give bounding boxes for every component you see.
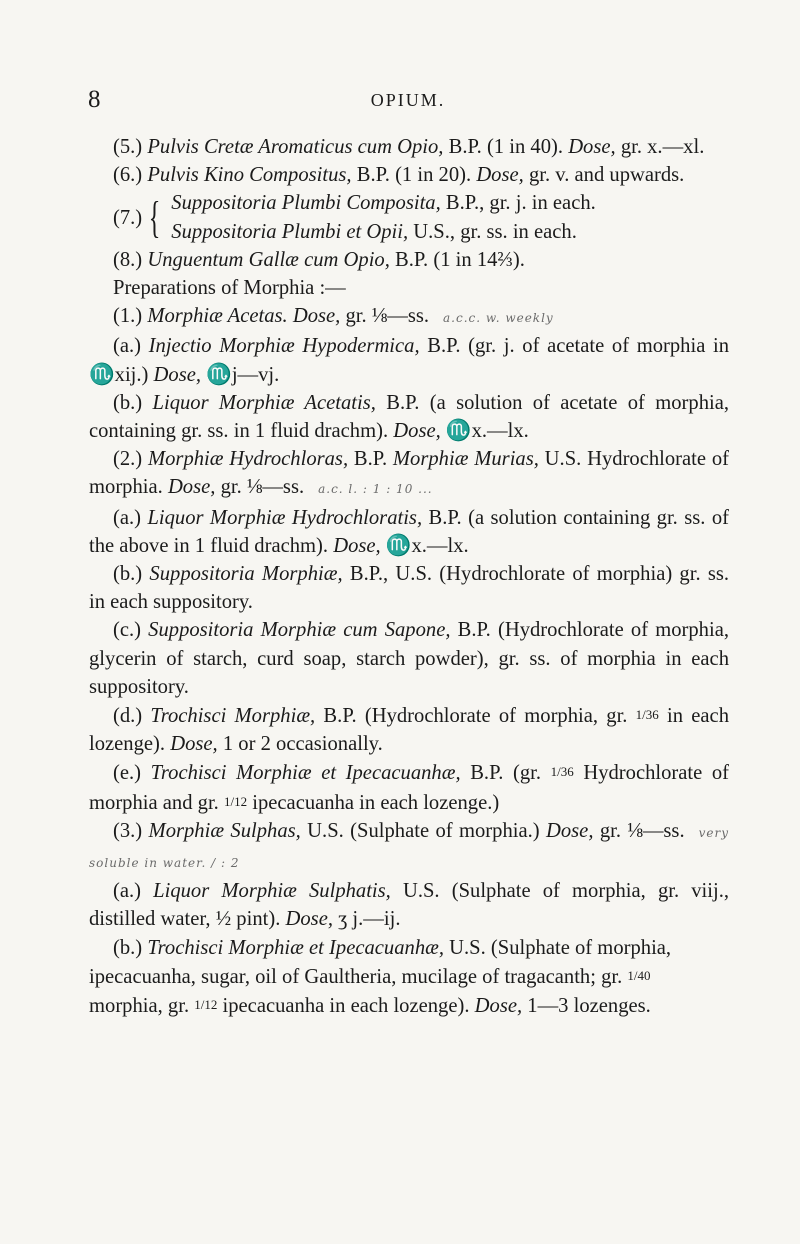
morphia-2c xyxy=(89,616,729,701)
preparation-name: Morphiæ Hydrochloras, xyxy=(147,448,349,471)
preparation-name: Morphiæ Acetas. xyxy=(147,305,288,328)
page-header xyxy=(88,86,728,116)
preparation-name: Unguentum Gallæ cum Opio, xyxy=(147,248,390,271)
dose-text: ʒ j.—ij. xyxy=(333,908,401,931)
entry-text: B.P. (gr. xyxy=(460,762,551,785)
dose-label: Dose, xyxy=(476,164,524,187)
entry-text: U.S. (Sulphate of morphia, gr. viij., distilled water, ½ pint). xyxy=(89,880,729,931)
entry-number: (b.) xyxy=(113,391,143,414)
preparation-name: Liquor Morphiæ Acetatis, xyxy=(152,391,376,414)
entry-text: B.P. (gr. j. of acetate of morphia in ♏xij.) xyxy=(89,335,730,386)
page-number: 8 xyxy=(88,86,101,113)
morphia-2e xyxy=(89,758,729,816)
entry-number: (e.) xyxy=(113,762,142,785)
dose-label: Dose, xyxy=(333,534,381,557)
dose-label: Dose, xyxy=(285,908,333,931)
morphia-1b xyxy=(89,389,729,445)
morphia-3b xyxy=(89,934,729,1021)
morphia-2a xyxy=(89,504,729,560)
morphia-2b xyxy=(89,560,729,616)
entry-text: ipecacuanha in each lozenge.) xyxy=(247,791,500,814)
dose-label: Dose, xyxy=(568,136,616,158)
entry-6 xyxy=(89,161,729,189)
morphia-1 xyxy=(89,302,729,332)
page-body xyxy=(89,133,729,1020)
preparation-name: Suppositoria Morphiæ, xyxy=(149,563,343,586)
fraction: 1/36 xyxy=(635,707,659,723)
fraction: 1/12 xyxy=(223,793,248,809)
dose-text: 1 or 2 occasionally. xyxy=(217,733,383,756)
dose-text: gr. ⅛—ss. xyxy=(215,476,305,499)
entry-text: B.P. xyxy=(348,448,393,471)
preparation-name: Pulvis Cretæ Aromaticus cum Opio, xyxy=(147,136,444,158)
entry-text: U.S. Hydrochlorate of morphia. xyxy=(89,448,729,499)
preparation-name: Injectio Morphiæ Hypodermica, xyxy=(148,335,420,358)
entry-number: (2.) xyxy=(113,448,143,471)
preparation-name: Trochisci Morphiæ et Ipecacuanhæ, xyxy=(147,936,444,959)
entry-text: U.S. (Sulphate of morphia, ipecacuanha, sugar, oil of Gaultheria, mucilage of tragacanth; gr. xyxy=(89,936,672,988)
entry-number: (7.) xyxy=(113,206,143,229)
entry-number: (a.) xyxy=(113,880,142,903)
entry-number: (b.) xyxy=(113,936,143,959)
preparation-name: Suppositoria Plumbi Composita, xyxy=(171,192,441,215)
entry-number: (6.) xyxy=(113,164,143,187)
entry-text: B.P., U.S. (Hydrochlorate of morphia) gr. ss. in each suppository. xyxy=(89,563,730,614)
handwritten-note: very soluble in water. / : 2 xyxy=(89,825,730,871)
entry-text: U.S. (Sulphate of morphia.) xyxy=(300,819,540,842)
dose-text: gr. ⅛—ss. xyxy=(593,819,685,842)
preparation-name: Morphiæ Murias, xyxy=(392,448,539,471)
dose-text: gr. v. and upwards. xyxy=(523,164,685,187)
dose-label: Dose, xyxy=(393,420,441,443)
morphia-3 xyxy=(89,817,729,877)
entry-text: B.P. (Hydrochlorate of morphia, glycerin of starch, curd soap, starch powder), gr. ss. of morphia in each suppository. xyxy=(89,619,729,698)
entry-number: (b.) xyxy=(113,563,143,586)
preparation-name: Pulvis Kino Compositus, xyxy=(147,164,352,187)
dose-text: 1—3 lozenges. xyxy=(522,995,651,1018)
entry-number: (8.) xyxy=(113,248,143,271)
preparation-name: Liquor Morphiæ Hydrochloratis, xyxy=(147,506,423,529)
entry-number: (c.) xyxy=(113,619,142,642)
handwritten-note: a.c. l. : 1 : 10 ... xyxy=(318,482,433,497)
running-title: OPIUM. xyxy=(370,90,446,110)
entry-text: morphia, gr. xyxy=(89,995,195,1018)
fraction: 1/12 xyxy=(194,997,218,1013)
entry-5 xyxy=(89,133,729,161)
dose-label: Dose, xyxy=(546,819,594,842)
handwritten-note: a.c.c. w. weekly xyxy=(443,311,554,326)
entry-text: B.P., gr. j. in each. xyxy=(440,192,596,215)
preparation-name: Morphiæ Sulphas, xyxy=(148,819,301,842)
entry-text: B.P. (a solution containing gr. ss. of the above in 1 fluid drachm). xyxy=(89,506,729,557)
dose-label: Dose, xyxy=(292,305,341,328)
dose-label: Dose, xyxy=(153,363,202,386)
entry-number: (d.) xyxy=(113,705,143,728)
entry-text: B.P. (1 in 14⅔). xyxy=(389,248,525,271)
morphia-2 xyxy=(89,445,729,503)
brace-symbol: { xyxy=(148,192,161,242)
dose-text: ♏x.—lx. xyxy=(440,420,529,443)
dose-label: Dose, xyxy=(474,995,523,1018)
entry-text: B.P. (1 in 40). xyxy=(443,136,564,158)
fraction: 1/40 xyxy=(627,967,651,983)
morphia-heading: Preparations of Morphia :— xyxy=(113,277,346,300)
entry-8 xyxy=(89,246,729,274)
preparation-name: Suppositoria Morphiæ cum Sapone, xyxy=(148,619,451,642)
preparation-name: Liquor Morphiæ Sulphatis, xyxy=(153,880,391,903)
dose-text: gr. x.—xl. xyxy=(615,136,705,158)
preparation-name: Trochisci Morphiæ, xyxy=(150,705,316,728)
preparation-name: Suppositoria Plumbi et Opii, xyxy=(171,220,409,243)
entry-number: (3.) xyxy=(113,819,143,842)
entry-number: (a.) xyxy=(113,335,142,358)
fraction: 1/36 xyxy=(550,764,574,780)
entry-number: (1.) xyxy=(113,305,143,328)
entry-text: ipecacuanha in each lozenge). xyxy=(217,995,470,1018)
entry-7-line-2 xyxy=(171,218,595,246)
morphia-3a xyxy=(89,877,729,933)
entry-text: B.P. (a solution of acetate of morphia, containing gr. ss. in 1 fluid drachm). xyxy=(89,391,729,443)
entry-number: (5.) xyxy=(113,136,143,158)
dose-label: Dose, xyxy=(170,733,218,756)
entry-text: B.P. (1 in 20). xyxy=(351,164,472,187)
entry-number: (a.) xyxy=(113,506,142,529)
entry-text: U.S., gr. ss. in each. xyxy=(408,220,577,243)
preparation-name: Trochisci Morphiæ et Ipecacuanhæ, xyxy=(150,762,461,785)
dose-text: ♏x.—lx. xyxy=(380,534,469,557)
brace-lines xyxy=(171,189,595,245)
entry-text: B.P. (Hydrochlorate of morphia, gr. xyxy=(315,705,636,728)
entry-7-line-1 xyxy=(171,189,595,217)
dose-text: ♏j—vj. xyxy=(201,363,280,386)
morphia-1a xyxy=(89,332,729,388)
entry-7 xyxy=(113,189,729,245)
entry-text: in each lozenge). xyxy=(89,705,729,756)
morphia-2d xyxy=(89,701,729,758)
entry-text: Hydrochlorate of morphia and gr. xyxy=(89,762,730,814)
dose-text: gr. ⅛—ss. xyxy=(340,305,429,328)
dose-label: Dose, xyxy=(167,476,216,499)
